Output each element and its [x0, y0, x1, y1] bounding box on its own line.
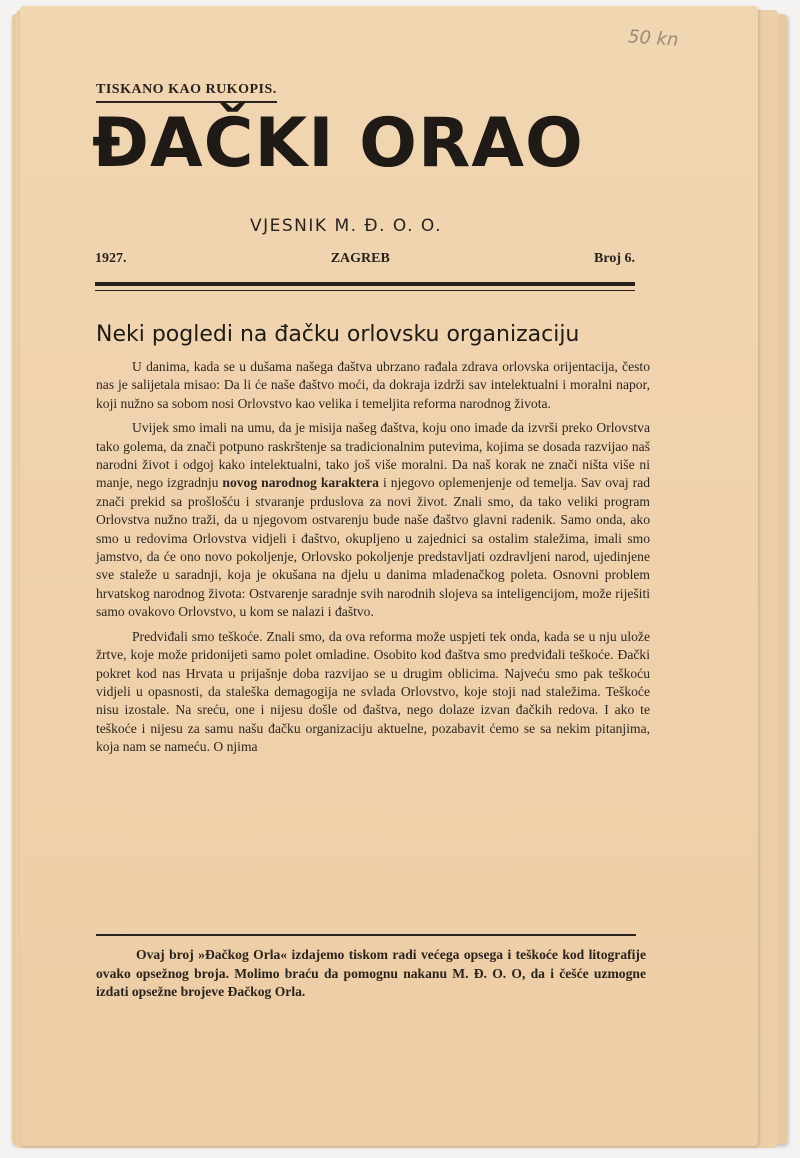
newspaper-page — [20, 6, 758, 1146]
issue-number: Broj 6. — [594, 251, 635, 266]
print-note: TISKANO KAO RUKOPIS. — [96, 82, 277, 103]
pencil-price-note: 50 kn — [627, 26, 680, 51]
issue-city: ZAGREB — [330, 251, 390, 266]
article-paragraph-3: Predviđali smo teškoće. Znali smo, da ova reforma može uspjeti tek onda, kada se u nju uložе žrtve, koje može pridonijeti samo polet omladine. Osobito kod đaštva smo predviđali teškoće. Đački pokret kod nas Hrvata u prijašnje doba razvijao se u drugim oblicima. Najveću smo pak teškoću vidjeli u opasnosti, da staleška demagogija ne svlada Orlovstvo, koje stoji nad staležima. Teškoće nisu izostale. Na sreću, one i nijesu došle od đaštva, nego dolaze izvan đačkih redova. I ako te teškoće i nijesu za samu našu đačku organizaciju aktuelne, pozabavit ćemo se sa nekim pitanjima, koja nam se nameću. O njima — [96, 628, 650, 755]
article-paragraph-1: U danima, kada se u dušama našega đaštva ubrzano rađala zdrava orlovska orijentacija, često nas je salijetala misao: Da li će naše đaštvo moći, da dokraja izdrži sav intelektualni i moralni napor, koji nužno sa sobom nosi Orlovstvo kao velika i temeljita reforma narodnog života. — [96, 359, 650, 411]
article-body — [96, 358, 650, 763]
masthead-subtitle: VJESNIK M. Đ. O. O. — [250, 216, 443, 236]
issue-year: 1927. — [95, 251, 127, 266]
header-rule-thin — [95, 290, 635, 291]
masthead-title: ĐAČKI ORAO — [92, 104, 584, 183]
publisher-notice: Ovaj broj »Đačkog Orla« izdajemo tiskom radi većega opsega i teškoće kod litografije ovako opsežnog broja. Molimo braću da pomognu nakanu M. Đ. O. O, da i češće uzmogne izdati opsežne brojeve Đačkog Orla. — [96, 947, 646, 1000]
article-title: Neki pogledi na đačku orlovsku organizaciju — [96, 322, 580, 347]
article-paragraph-2: Uvijek smo imali na umu, da je misija našeg đaštva, koju ono imade da izvrši preko Orlovstva tako golema, da znači potpuno raskrštenje sa tradicionalnim putevima, kojima se dosada razvijao naš narodni život i odgoj kako intelektualni, tako još više moralni. Da naš korak ne znači ništa više ni manje, nego izgradnju novog narodnog karaktera i njegovo oplemenjenje od temelja. Sav ovaj rad znači prekid sa prošlošću i stvaranje prduslova za novi život. Znali smo, da tako veliki program Orlovstva nužno traži, da u njegovom ostvarenju bude naše đaštvo glavni radenik. Samo onda, ako smo u redovima Orlovstva vidjeli i đaštvo, okupljeno u zajednici sa ostalim staležima, imali smo jamstvo, da će ono novo pokoljenje, Orlovsko pokoljenje predstavljati ozdravljeni narod, ujedinjene sve staleže u saradnji, koja je okušana na djelu u danima mladenačkog poleta. Osnovni problem hrvatskog narodnog života: Ostvarenje saradnje svih narodnih slojeva sa inteligencijom, može riješiti samo ovakovo Orlovstvo, u kom se nalazi i đaštvo. — [96, 420, 650, 620]
header-rule-thick — [95, 282, 635, 286]
issue-meta-row — [95, 251, 635, 267]
notice-rule — [96, 934, 636, 936]
bold-phrase: novog narodnog karaktera — [222, 475, 379, 491]
